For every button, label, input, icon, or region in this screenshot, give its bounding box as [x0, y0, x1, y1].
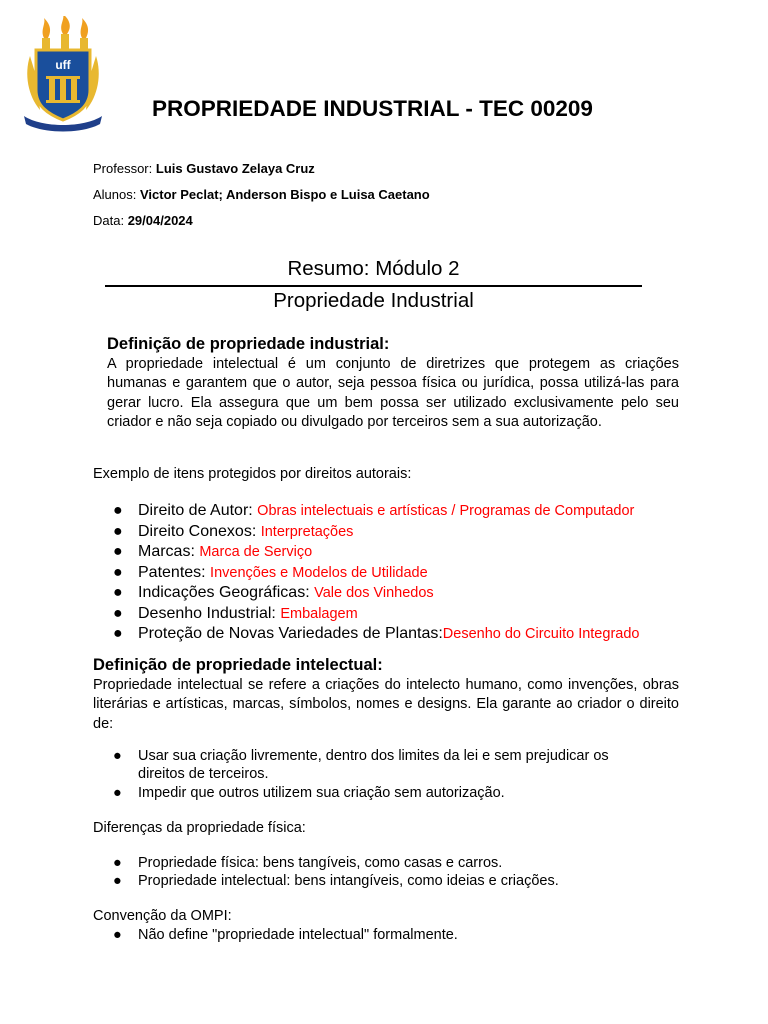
document-title: PROPRIEDADE INDUSTRIAL - TEC 00209 — [152, 96, 593, 121]
date-line — [93, 213, 193, 228]
university-crest-logo — [22, 16, 104, 132]
summary-title: Resumo: Módulo 2 — [287, 257, 460, 280]
list-item: ● Não define "propriedade intelectual" formalmente. — [113, 927, 458, 943]
bullet-icon: ● — [113, 584, 123, 601]
professor-name: Luis Gustavo Zelaya Cruz — [155, 161, 315, 176]
list-item: ● Indicações Geográficas: Vale dos Vinhedos — [113, 584, 434, 601]
bullet-icon: ● — [113, 855, 122, 871]
bullet-icon: ● — [113, 784, 122, 801]
bullet-icon: ● — [113, 563, 123, 581]
list-item: ● Impedir que outros utilizem sua criação sem autorização. — [113, 784, 505, 801]
section1-paragraph: A propriedade intelectual é um conjunto de diretrizes que protegem as criações humanas e garantem que o autor, seja pessoa física ou jurídica, possa utilizá-las para gerar lucro. Ela assegura que um bem possa ser utilizado exclusivamente pelo seu criador e não seja copiado ou divulgado por terceiros sem a sua autorização. — [107, 356, 679, 430]
bullet-icon: ● — [113, 502, 123, 519]
list-item: ● Usar sua criação livremente, dentro dos limites da lei e sem prejudicar os direitos de terceiros. — [113, 748, 609, 783]
section2-paragraph: Propriedade intelectual se refere a criações do intelecto humano, como invenções, obras literárias e artísticas, marcas, símbolos, nomes e designs. Ela garante ao criador o direito de: — [93, 677, 679, 732]
bullet-icon: ● — [113, 927, 122, 943]
list-item: ● Marcas: Marca de Serviço — [113, 543, 313, 560]
bullet-icon: ● — [113, 604, 123, 622]
bullet-icon: ● — [113, 625, 123, 642]
list-item: ● Propriedade intelectual: bens intangíveis, como ideias e criações. — [113, 873, 559, 890]
examples-intro: Exemplo de itens protegidos por direitos autorais: — [93, 466, 412, 482]
list-item: ● Propriedade física: bens tangíveis, como casas e carros. — [113, 855, 503, 871]
section1-heading: Definição de propriedade industrial: — [107, 335, 390, 353]
professor-line — [93, 161, 315, 176]
students-label: Alunos: — [93, 187, 137, 202]
list-item: ● Patentes: Invenções e Modelos de Utilidade — [113, 563, 428, 581]
bullet-icon: ● — [113, 748, 122, 764]
students-names: Victor Peclat; Anderson Bispo e Luisa Caetano — [140, 187, 430, 202]
title-divider — [105, 285, 642, 287]
professor-label: Professor: — [93, 161, 153, 176]
summary-subtitle: Propriedade Industrial — [273, 289, 474, 312]
date-value: 29/04/2024 — [127, 213, 193, 228]
date-label: Data: — [93, 213, 125, 228]
list-item: ● Proteção de Novas Variedades de Plantas:Desenho do Circuito Integrado — [113, 625, 640, 642]
list-item: ● Desenho Industrial: Embalagem — [113, 604, 358, 622]
ompi-list — [93, 926, 713, 944]
differences-list — [93, 854, 713, 891]
list-item: ● Direito Conexos: Interpretações — [113, 522, 354, 540]
svg-text:uff: uff — [55, 58, 71, 72]
students-line — [93, 187, 430, 202]
bullet-icon: ● — [113, 873, 122, 890]
examples-list — [93, 501, 733, 645]
list-item: ● Direito de Autor: Obras intelectuais e artísticas / Programas de Computador — [113, 502, 635, 519]
ompi-intro: Convenção da OMPI: — [93, 908, 232, 924]
bullet-icon: ● — [113, 522, 123, 540]
differences-intro: Diferenças da propriedade física: — [93, 820, 306, 836]
rights-list — [93, 747, 653, 802]
section2-heading: Definição de propriedade intelectual: — [93, 656, 383, 674]
bullet-icon: ● — [113, 543, 123, 560]
